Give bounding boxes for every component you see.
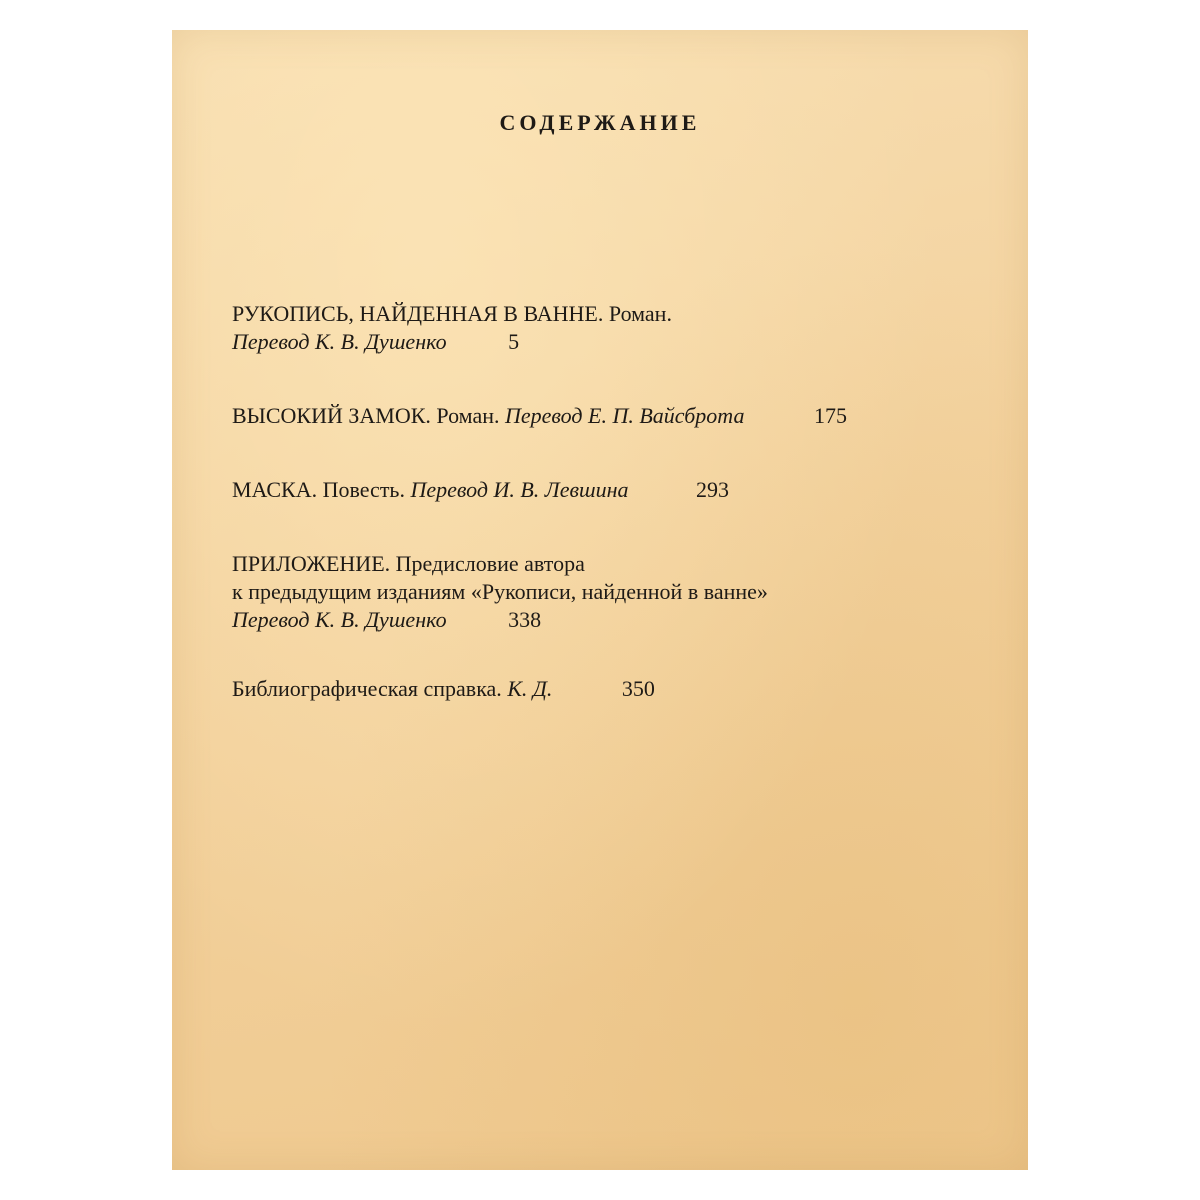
toc-entry-translator: К. Д.	[507, 676, 553, 701]
toc-entry-page-number: 293	[696, 477, 730, 502]
toc-entry-page-number: 175	[813, 403, 847, 428]
toc-entry-heading: МАСКА.	[232, 477, 318, 502]
toc-entry-heading: ВЫСОКИЙ ЗАМОК.	[232, 403, 431, 428]
toc-entry-high-castle	[232, 402, 847, 430]
toc-entry-mask	[232, 476, 729, 504]
toc-entry-genre: Роман.	[608, 301, 672, 326]
toc-entry-bibliography	[232, 675, 655, 703]
book-page	[172, 30, 1028, 1170]
toc-entry-appendix	[232, 550, 768, 634]
toc-entry-line	[232, 606, 768, 634]
toc-entry-line	[232, 550, 768, 578]
toc-entry-genre: Роман.	[436, 403, 500, 428]
toc-entry-translator: Перевод К. В. Душенко	[232, 607, 447, 632]
toc-entry-translator: Перевод Е. П. Вайсброта	[504, 403, 745, 428]
page-title: СОДЕРЖАНИЕ	[499, 110, 701, 135]
toc-entry-genre: Повесть.	[322, 477, 405, 502]
toc-entry-line: к предыдущим изданиям «Рукописи, найденной в ванне»	[232, 579, 768, 604]
toc-entry-genre: Предисловие автора	[395, 551, 585, 576]
toc-entry-heading: РУКОПИСЬ, НАЙДЕННАЯ В ВАННЕ.	[232, 301, 604, 326]
toc-entry-page-number: 350	[621, 676, 655, 701]
toc-entry-line	[232, 328, 672, 356]
toc-entry-translator: Перевод К. В. Душенко	[232, 329, 447, 354]
toc-entry-heading: Библиографическая справка.	[232, 676, 502, 701]
toc-entry-page-number: 5	[508, 329, 520, 354]
toc-entry-line	[232, 300, 672, 328]
toc-entry-heading: ПРИЛОЖЕНИЕ.	[232, 551, 391, 576]
toc-entry-translator: Перевод И. В. Левшина	[410, 477, 629, 502]
toc-entry-page-number: 338	[508, 607, 542, 632]
toc-entry-manuscript	[232, 300, 672, 356]
